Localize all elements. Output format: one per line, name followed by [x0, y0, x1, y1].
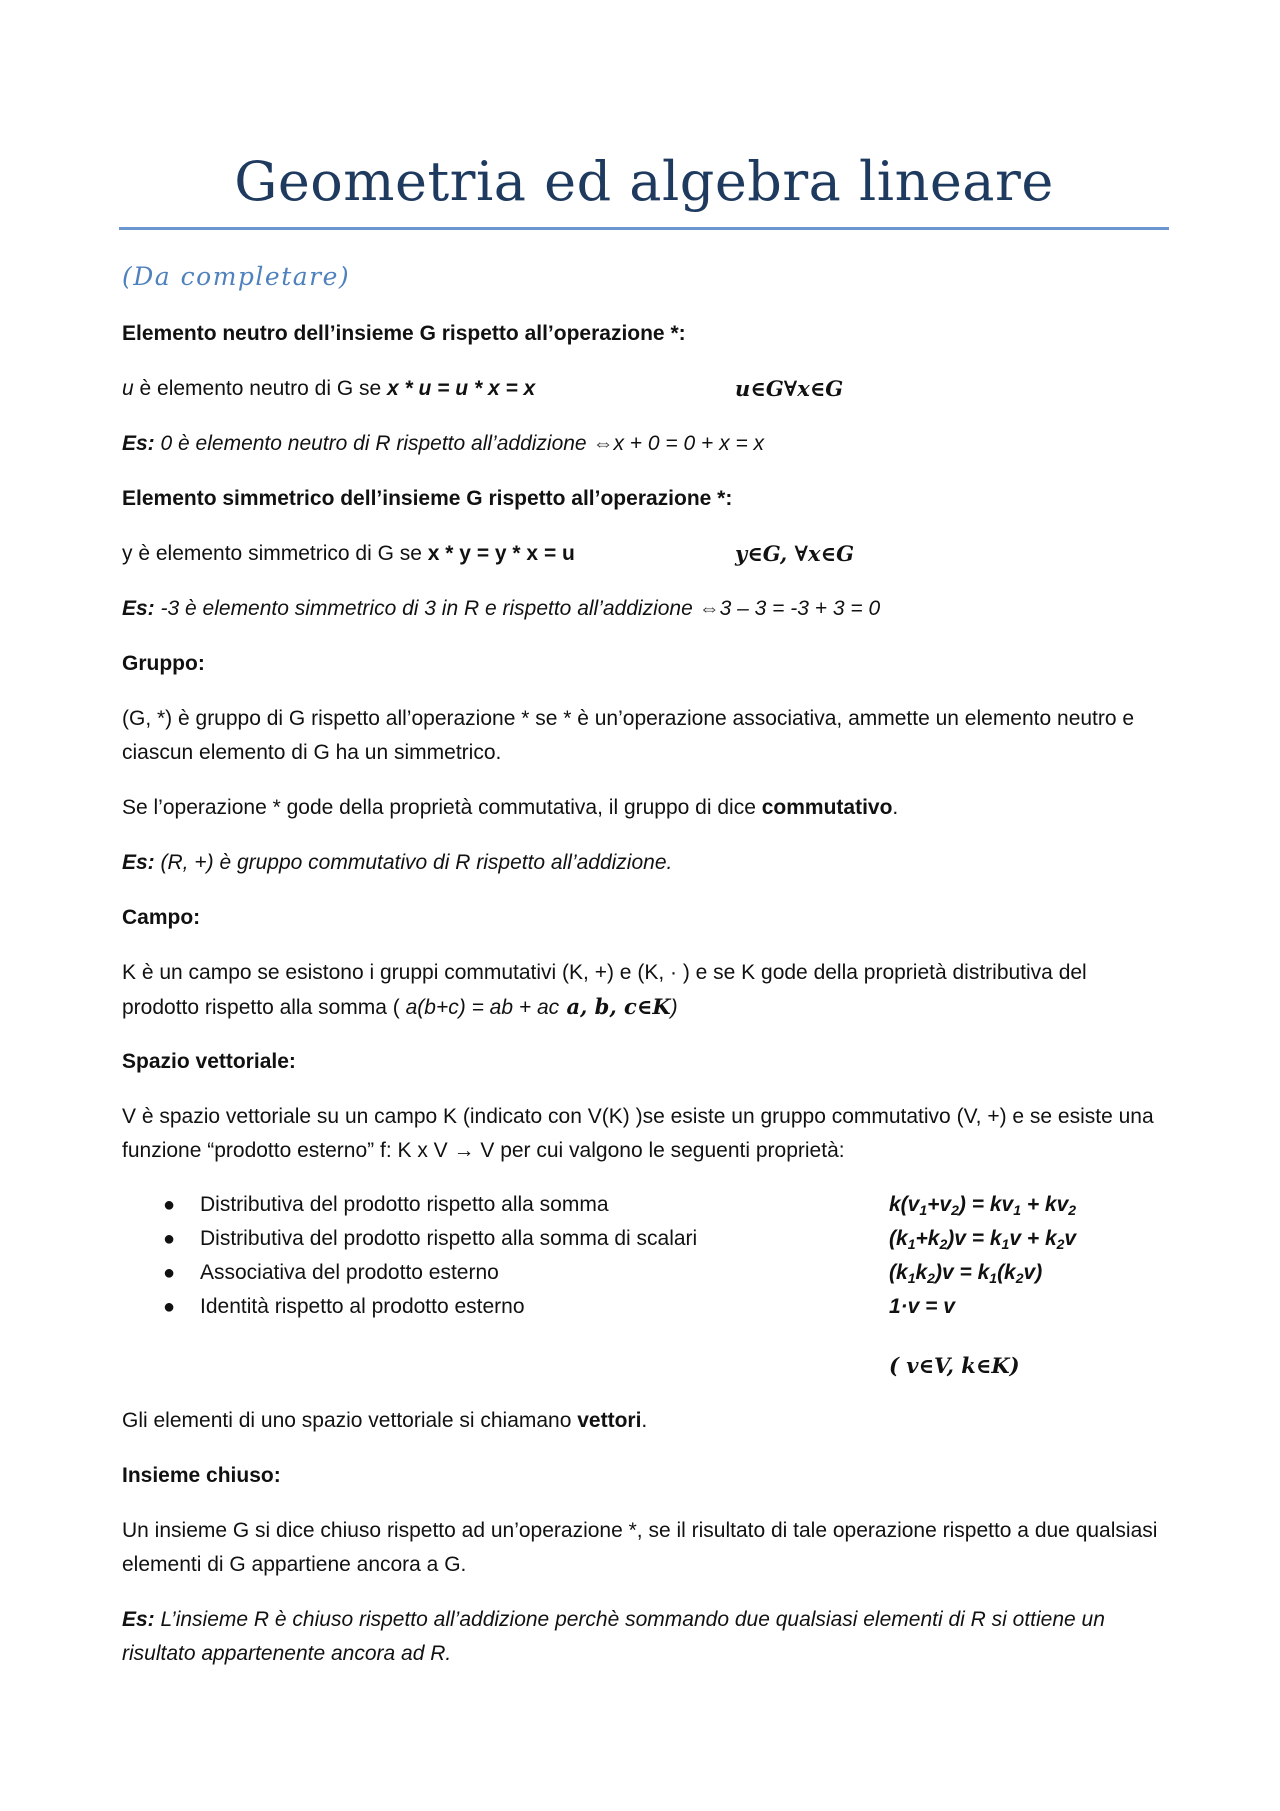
gruppo-commutativo-text: Se l’operazione * gode della proprietà commutativa, il gruppo di dice — [122, 796, 762, 819]
chiuso-definition: Un insieme G si dice chiuso rispetto ad un’operazione *, se il risultato di tale operazione rispetto a due qualsiasi elementi di G appartiene ancora a G. — [122, 1519, 1158, 1576]
simmetrico-example-label: Es: — [122, 597, 155, 620]
vettori-end: . — [641, 1409, 648, 1432]
bullet-icon: ● — [163, 1228, 176, 1250]
bullet-icon: ● — [163, 1194, 176, 1216]
gruppo-example-text: (R, +) è gruppo commutativo di R rispetto all’addizione. — [154, 851, 673, 874]
double-arrow-icon: ⇔ — [592, 432, 614, 455]
gruppo-commutativo-term: commutativo — [761, 796, 893, 819]
gruppo-definition: (G, *) è gruppo di G rispetto all’operazione * se * è un’operazione associativa, ammette un elemento neutro e ciascun elemento di G ha un simmetrico. — [122, 707, 1135, 764]
list-item — [0, 1290, 1280, 1324]
simmetrico-example-equation: 3 – 3 = -3 + 3 = 0 — [719, 597, 881, 620]
gruppo-example — [122, 846, 672, 880]
campo-quantifier: a, b, c∈K — [559, 994, 671, 1019]
bullet-icon: ● — [163, 1296, 176, 1318]
campo-definition — [122, 956, 1167, 1025]
property-label: Identità rispetto al prodotto esterno — [200, 1295, 525, 1318]
heading-spazio-vettoriale: Spazio vettoriale: — [122, 1050, 296, 1073]
neutro-quantifier: u∈G∀x∈G — [735, 376, 844, 401]
neutro-def-equation: x * u = u * x = x — [387, 377, 536, 400]
heading-elemento-neutro: Elemento neutro dell’insieme G rispetto all’operazione *: — [122, 322, 686, 345]
property-formula: $(k_1k_2)v = k_1(k_2v)$ — [889, 1261, 1043, 1286]
vettori-text: Gli elementi di uno spazio vettoriale si chiamano — [122, 1409, 578, 1432]
simmetrico-example — [122, 592, 880, 626]
neutro-def-var: u — [122, 377, 134, 400]
vettori-term: vettori — [577, 1409, 642, 1432]
spazio-def-end: V per cui valgono le seguenti proprietà: — [474, 1139, 845, 1162]
property-formula: $k(v_1+v_2) = kv_1 + kv_2$ — [889, 1193, 1077, 1218]
list-item — [0, 1222, 1280, 1256]
double-arrow-icon: ⇔ — [698, 597, 720, 620]
list-item — [0, 1256, 1280, 1290]
property-formula: $(k_1+k_2)v = k_1v + k_2v$ — [889, 1227, 1077, 1252]
simmetrico-def-equation: x * y = y * x = u — [427, 542, 575, 565]
property-label: Distributiva del prodotto rispetto alla somma — [200, 1193, 609, 1216]
simmetrico-quantifier: y∈G, ∀x∈G — [735, 541, 855, 566]
neutro-example-equation: x + 0 = 0 + x = x — [613, 432, 765, 455]
neutro-example-label: Es: — [122, 432, 155, 455]
chiuso-example — [122, 1603, 1167, 1671]
title-divider — [119, 227, 1169, 230]
neutro-def-text: è elemento neutro di G se — [133, 377, 387, 400]
heading-insieme-chiuso: Insieme chiuso: — [122, 1464, 281, 1487]
heading-elemento-simmetrico: Elemento simmetrico dell’insieme G rispetto all’operazione *: — [122, 487, 733, 510]
chiuso-example-text: L’insieme R è chiuso rispetto all’addizione perchè sommando due qualsiasi elementi di R si ottiene un risultato appartenente ancora ad R. — [122, 1608, 1105, 1665]
property-label: Associativa del prodotto esterno — [200, 1261, 499, 1284]
campo-def-close: ) — [670, 996, 678, 1019]
property-formula: 1·v = v — [889, 1295, 955, 1318]
subtitle: (Da completare) — [122, 262, 351, 291]
heading-gruppo: Gruppo: — [122, 652, 205, 675]
simmetrico-example-text: -3 è elemento simmetrico di 3 in R e rispetto all’addizione — [154, 597, 699, 620]
campo-distributive-formula: a(b+c) = ab + ac — [405, 996, 560, 1019]
vettori-sentence — [122, 1404, 647, 1438]
simmetrico-def-text: y è elemento simmetrico di G se — [122, 542, 428, 565]
neutro-example — [122, 427, 764, 461]
heading-campo: Campo: — [122, 906, 201, 929]
spazio-quantifier: ( v∈V, k∈K) — [889, 1353, 1020, 1378]
campo-def-text: K è un campo se esistono i gruppi commutativi (K, +) e (K, · ) e se K gode della proprietà distributiva del prodotto rispetto alla somma ( — [122, 961, 1087, 1019]
spazio-definition — [122, 1100, 1167, 1168]
right-arrow-icon: → — [453, 1139, 475, 1162]
spazio-def-text: V è spazio vettoriale su un campo K (indicato con V(K) )se esiste un gruppo commutativo (V, +) e se esiste una funzione “prodotto esterno” f: K x V — [122, 1105, 1154, 1162]
gruppo-commutativo — [122, 791, 898, 825]
gruppo-commutativo-end: . — [892, 796, 899, 819]
bullet-icon: ● — [163, 1262, 176, 1284]
list-item — [0, 1188, 1280, 1222]
neutro-definition — [122, 372, 535, 406]
neutro-example-text: 0 è elemento neutro di R rispetto all’addizione — [154, 432, 593, 455]
simmetrico-definition — [122, 537, 575, 571]
property-label: Distributiva del prodotto rispetto alla somma di scalari — [200, 1227, 698, 1250]
page-title: Geometria ed algebra lineare — [234, 150, 1054, 213]
gruppo-example-label: Es: — [122, 851, 155, 874]
chiuso-example-label: Es: — [122, 1608, 155, 1631]
